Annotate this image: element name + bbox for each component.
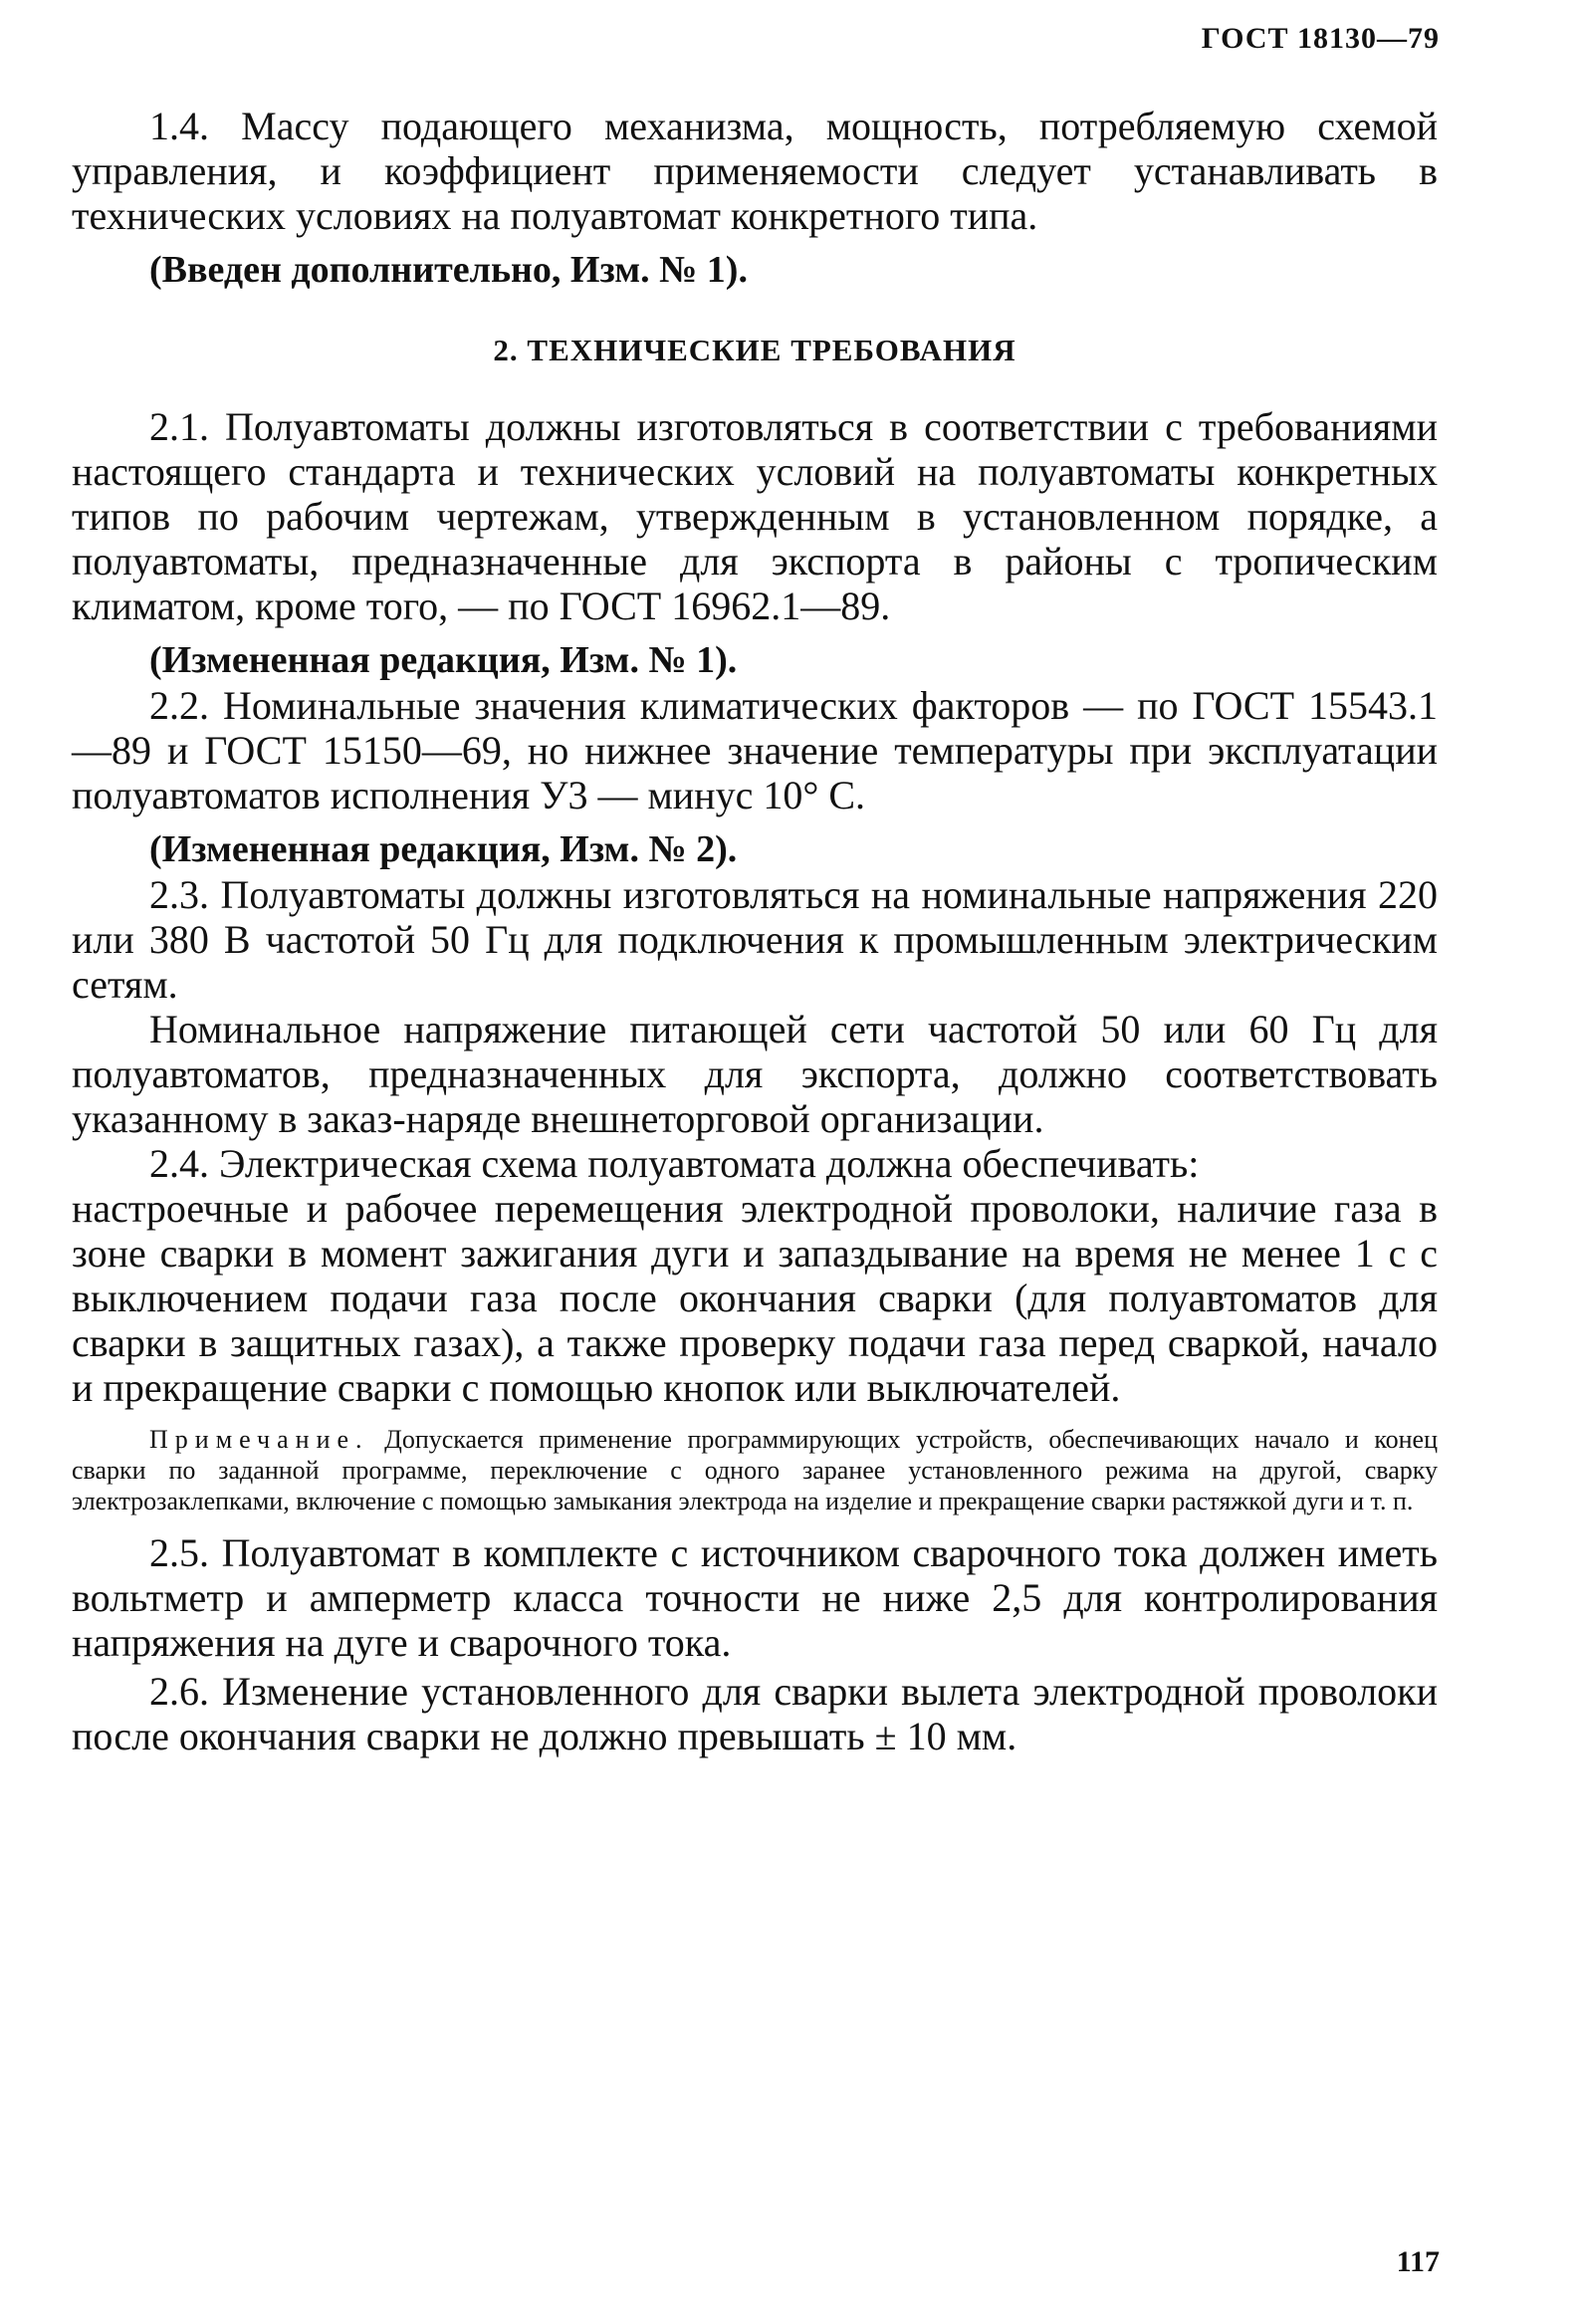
amendment-2-1: (Измененная редакция, Изм. № 1).: [149, 639, 738, 681]
paragraph-2-6: 2.6. Изменение установленного для сварки вылета электродной проволоки после окончания сварки не должно превышать ± 10 мм.: [72, 1669, 1438, 1758]
paragraph-2-3: 2.3. Полуавтоматы должны изготовляться на номинальные напряжения 220 или 380 В частотой 50 Гц для подключения к промышленным электрическим сетям.: [72, 872, 1438, 1007]
paragraph-1-4: 1.4. Массу подающего механизма, мощность, потребляемую схемой управления, и коэффициент применяемости следует устанавливать в технических условиях на полуавтомат конкретного типа.: [72, 104, 1438, 238]
note-label: Примечание.: [149, 1425, 369, 1454]
paragraph-2-5: 2.5. Полуавтомат в комплекте с источником сварочного тока должен иметь вольтметр и амперметр класса точности не ниже 2,5 для контролирования напряжения на дуге и сварочного тока.: [72, 1530, 1438, 1665]
paragraph-2-4: 2.4. Электрическая схема полуавтомата должна обеспечивать:: [149, 1141, 1200, 1186]
paragraph-2-2: 2.2. Номинальные значения климатических факторов — по ГОСТ 15543.1—89 и ГОСТ 15150—69, но нижнее значение температуры при эксплуатации полуавтоматов исполнения У3 — минус 10° С.: [72, 683, 1438, 817]
note: [72, 1424, 1438, 1516]
paragraph-2-1: 2.1. Полуавтоматы должны изготовляться в соответствии с требованиями настоящего стандарта и технических условий на полуавтоматы конкретных типов по рабочим чертежам, утвержденным в установленном порядке, а полуавтоматы, предназначенные для экспорта в районы с тропическим климатом, кроме того, — по ГОСТ 16962.1—89.: [72, 404, 1438, 628]
paragraph-2-3-frequency: Номинальное напряжение питающей сети частотой 50 или 60 Гц для полуавтоматов, предназначенных для экспорта, должно соответствовать указанному в заказ-наряде внешнеторговой организации.: [72, 1007, 1438, 1141]
page-number: 117: [1396, 2245, 1440, 2278]
standard-code-header: ГОСТ 18130—79: [1201, 22, 1440, 55]
note-text: Допускается применение программирующих устройств, обеспечивающих начало и конец сварки по заданной программе, переключение с одного заранее установленного режима на другой, сварку электрозаклепками, включение с помощью замыкания электрода на изделие и прекращение сварки растяжкой дуги и т. п.: [72, 1425, 1439, 1515]
paragraph-2-4-requirements: настроечные и рабочее перемещения электродной проволоки, наличие газа в зоне сварки в момент зажигания дуги и запаздывание на время не менее 1 с с выключением подачи газа после окончания сварки (для полуавтоматов для сварки в защитных газах), а также проверку подачи газа перед сваркой, начало и прекращение сварки с помощью кнопок или выключателей.: [72, 1186, 1438, 1410]
section-title: 2. ТЕХНИЧЕСКИЕ ТРЕБОВАНИЯ: [493, 333, 1016, 367]
amendment-1-4: (Введен дополнительно, Изм. № 1).: [149, 249, 748, 291]
page-content: [72, 104, 1438, 1758]
amendment-2-2: (Измененная редакция, Изм. № 2).: [149, 828, 738, 870]
